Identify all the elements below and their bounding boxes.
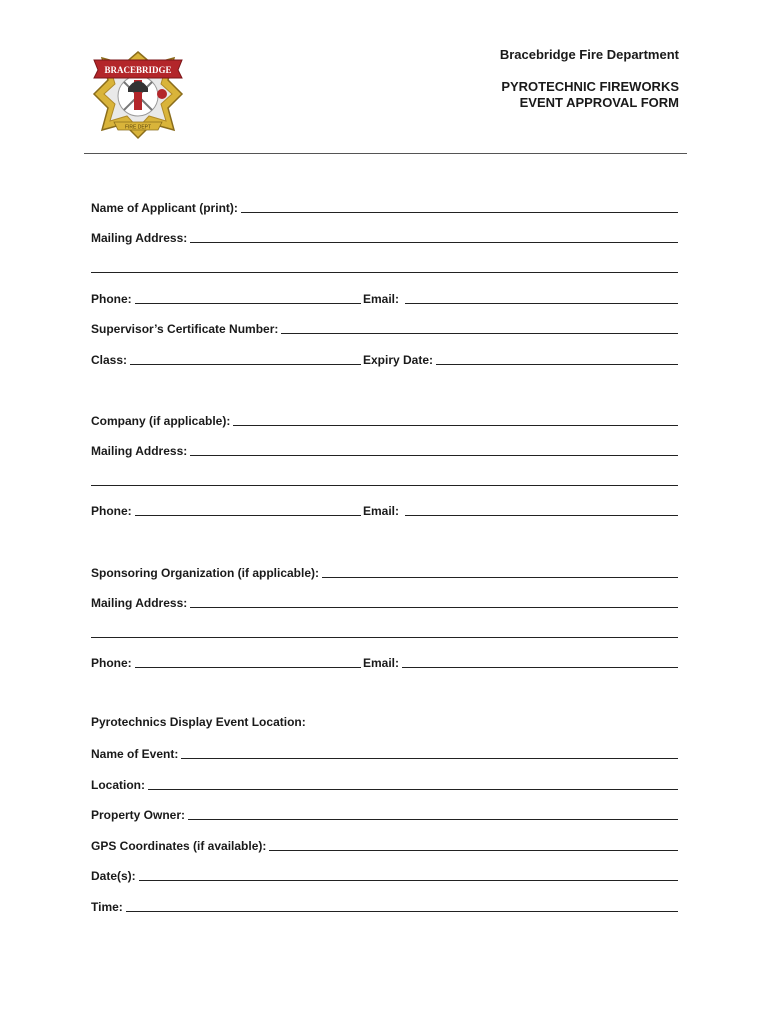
company-email-field[interactable] bbox=[405, 515, 678, 516]
property-owner-row bbox=[91, 806, 678, 822]
logo-bottom-text: FIRE DEPT bbox=[124, 124, 152, 131]
company-mailing-label: Mailing Address: bbox=[91, 444, 188, 458]
event-name-label: Name of Event: bbox=[91, 747, 179, 761]
sponsor-name-label: Sponsoring Organization (if applicable): bbox=[91, 566, 320, 580]
company-mailing-row bbox=[91, 442, 678, 458]
applicant-phone-field[interactable] bbox=[135, 303, 361, 304]
sponsor-email-field[interactable] bbox=[402, 667, 678, 668]
certificate-row bbox=[91, 320, 678, 336]
applicant-mailing-row-2 bbox=[91, 259, 678, 275]
certificate-field[interactable] bbox=[281, 333, 678, 334]
sponsor-name-row bbox=[91, 564, 678, 580]
applicant-mailing-field[interactable] bbox=[190, 242, 678, 243]
company-mailing-row-2 bbox=[91, 472, 678, 488]
fire-department-logo bbox=[86, 44, 190, 144]
time-label: Time: bbox=[91, 900, 123, 914]
applicant-mailing-field-2[interactable] bbox=[91, 272, 678, 273]
event-name-row bbox=[91, 745, 678, 761]
company-phone-label: Phone: bbox=[91, 504, 132, 518]
company-contact-row bbox=[91, 502, 678, 518]
company-mailing-field[interactable] bbox=[190, 455, 678, 456]
class-field[interactable] bbox=[130, 364, 361, 365]
applicant-email-field[interactable] bbox=[405, 303, 678, 304]
expiry-field[interactable] bbox=[436, 364, 678, 365]
event-name-field[interactable] bbox=[181, 758, 678, 759]
applicant-name-field[interactable] bbox=[241, 212, 678, 213]
company-email-label: Email: bbox=[363, 504, 400, 518]
company-mailing-field-2[interactable] bbox=[91, 485, 678, 486]
class-label: Class: bbox=[91, 353, 128, 367]
applicant-mailing-label: Mailing Address: bbox=[91, 231, 188, 245]
applicant-contact-row bbox=[91, 290, 678, 306]
sponsor-mailing-row-2 bbox=[91, 624, 678, 640]
sponsor-mailing-field-2[interactable] bbox=[91, 637, 678, 638]
applicant-name-label: Name of Applicant (print): bbox=[91, 201, 238, 215]
dates-field[interactable] bbox=[139, 880, 678, 881]
sponsor-phone-label: Phone: bbox=[91, 656, 132, 670]
sponsor-mailing-row bbox=[91, 594, 678, 610]
event-section-title: Pyrotechnics Display Event Location: bbox=[91, 715, 306, 729]
dates-row bbox=[91, 867, 678, 883]
property-owner-field[interactable] bbox=[188, 819, 678, 820]
sponsor-name-field[interactable] bbox=[322, 577, 678, 578]
header-divider bbox=[84, 153, 687, 154]
company-name-row bbox=[91, 412, 678, 428]
company-name-field[interactable] bbox=[233, 425, 678, 426]
event-location-label: Location: bbox=[91, 778, 145, 792]
form-title-line-1: PYROTECHNIC FIREWORKS bbox=[501, 79, 679, 94]
expiry-label: Expiry Date: bbox=[363, 353, 434, 367]
applicant-name-row bbox=[91, 199, 678, 215]
time-row bbox=[91, 898, 678, 914]
applicant-phone-label: Phone: bbox=[91, 292, 132, 306]
dates-label: Date(s): bbox=[91, 869, 136, 883]
gps-label: GPS Coordinates (if available): bbox=[91, 839, 267, 853]
sponsor-mailing-label: Mailing Address: bbox=[91, 596, 188, 610]
sponsor-phone-field[interactable] bbox=[135, 667, 361, 668]
company-phone-field[interactable] bbox=[135, 515, 361, 516]
gps-field[interactable] bbox=[269, 850, 678, 851]
sponsor-contact-row bbox=[91, 654, 678, 670]
logo-banner-text: BRACEBRIDGE bbox=[104, 65, 172, 75]
applicant-mailing-row bbox=[91, 229, 678, 245]
applicant-email-label: Email: bbox=[363, 292, 400, 306]
form-header bbox=[500, 47, 679, 111]
company-name-label: Company (if applicable): bbox=[91, 414, 231, 428]
time-field[interactable] bbox=[126, 911, 678, 912]
department-name: Bracebridge Fire Department bbox=[499, 47, 679, 62]
form-title-line-2: EVENT APPROVAL FORM bbox=[519, 95, 679, 110]
certificate-label: Supervisor’s Certificate Number: bbox=[91, 322, 279, 336]
sponsor-mailing-field[interactable] bbox=[190, 607, 678, 608]
gps-row bbox=[91, 837, 678, 853]
class-expiry-row bbox=[91, 351, 678, 367]
sponsor-email-label: Email: bbox=[363, 656, 400, 670]
property-owner-label: Property Owner: bbox=[91, 808, 186, 822]
event-location-row bbox=[91, 776, 678, 792]
event-location-field[interactable] bbox=[148, 789, 678, 790]
